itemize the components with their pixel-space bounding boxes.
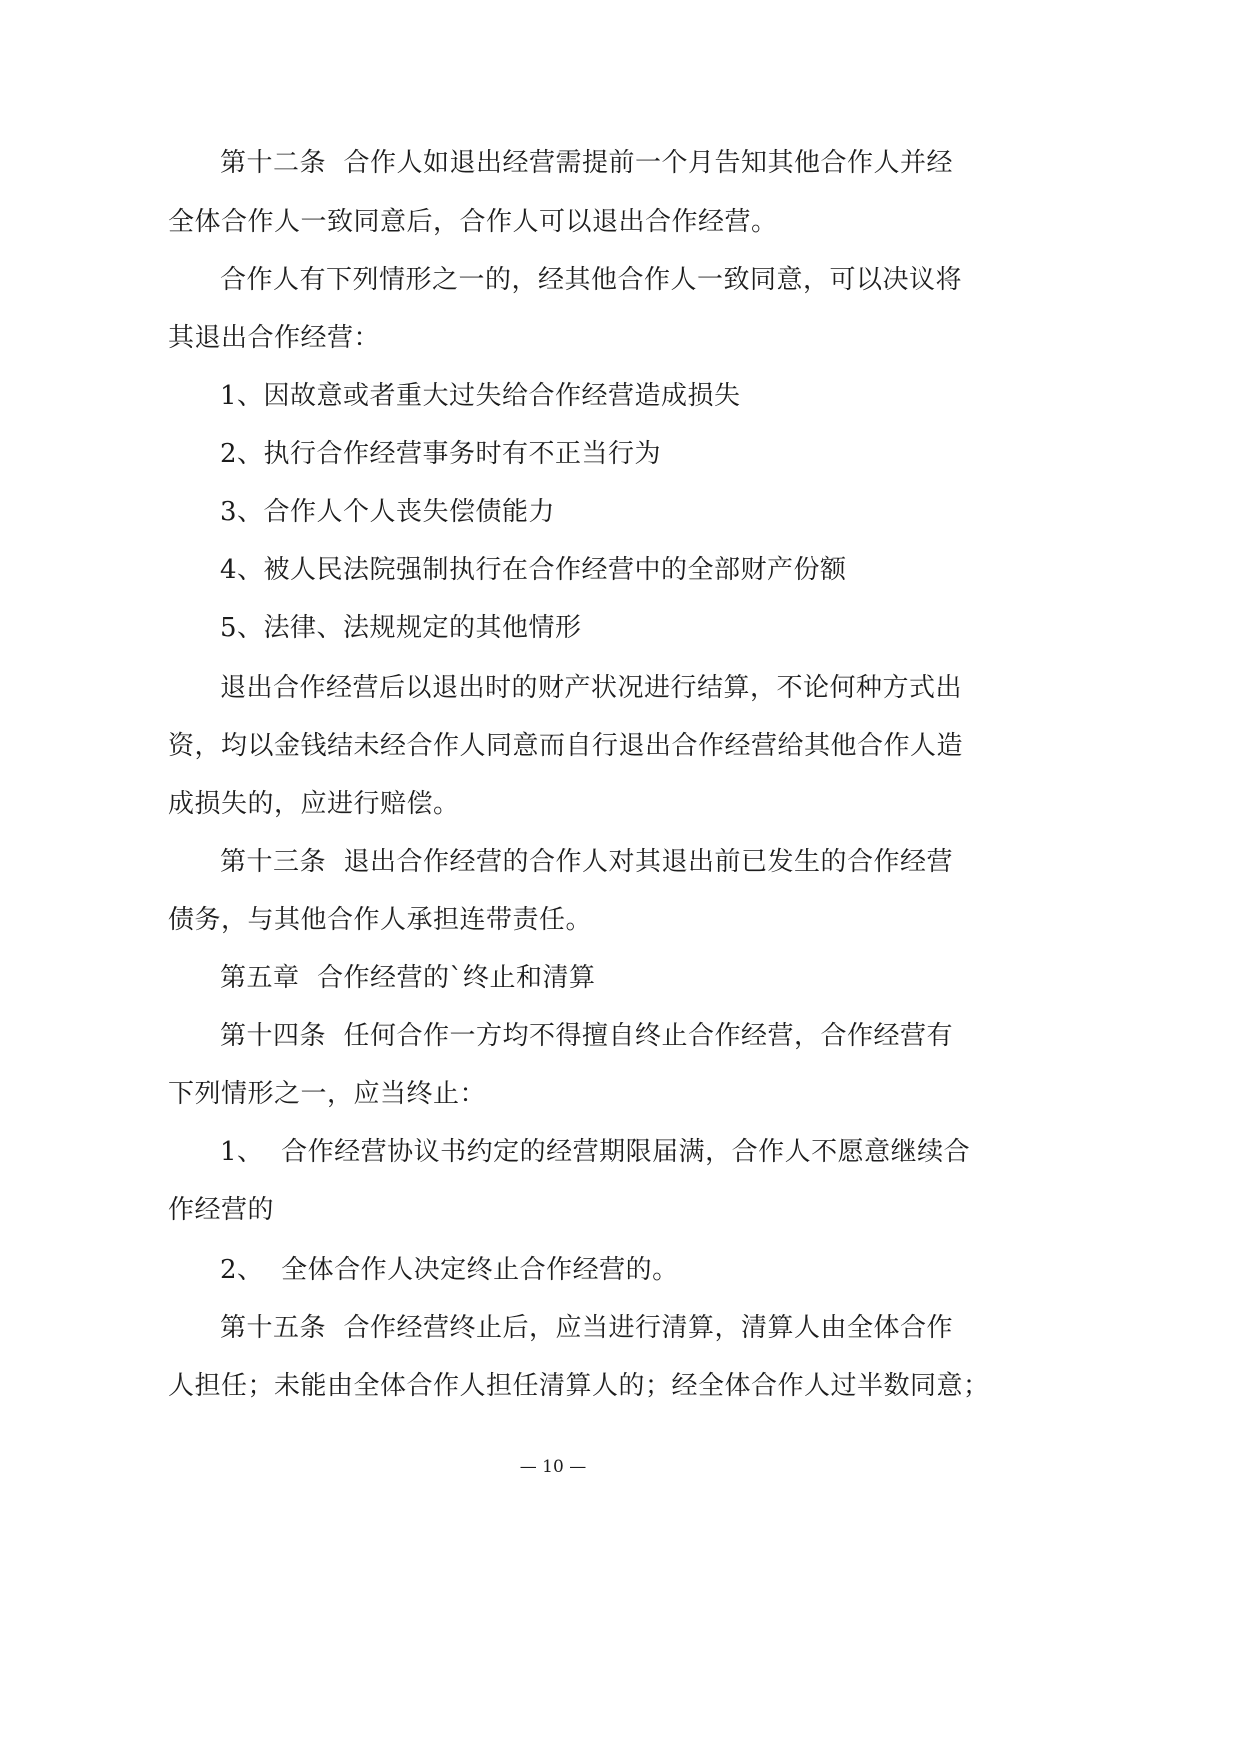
paragraph-line: 第十四条 任何合作一方均不得擅自终止合作经营，合作经营有 — [220, 1021, 954, 1051]
paragraph-line: 2、执行合作经营事务时有不正当行为 — [220, 439, 662, 469]
paragraph-line: 作经营的 — [168, 1195, 275, 1225]
paragraph-line: 2、 全体合作人决定终止合作经营的。 — [220, 1255, 679, 1285]
paragraph-line: 5、法律、法规规定的其他情形 — [220, 613, 582, 643]
paragraph-line: 成损失的，应进行赔偿。 — [168, 789, 460, 819]
paragraph-line: 第十二条 合作人如退出经营需提前一个月告知其他合作人并经 — [220, 148, 954, 178]
paragraph-line: 1、 合作经营协议书约定的经营期限届满，合作人不愿意继续合 — [220, 1137, 971, 1167]
paragraph-line: 下列情形之一，应当终止： — [168, 1079, 487, 1109]
paragraph-line: 债务，与其他合作人承担连带责任。 — [168, 905, 593, 935]
paragraph-line: 第五章 合作经营的`终止和清算 — [220, 963, 596, 993]
page-number: — 10 — — [519, 1457, 587, 1477]
paragraph-line: 资，均以金钱结未经合作人同意而自行退出合作经营给其他合作人造 — [168, 731, 964, 761]
paragraph-line: 其退出合作经营： — [168, 323, 381, 353]
paragraph-line: 1、因故意或者重大过失给合作经营造成损失 — [220, 381, 741, 411]
paragraph-line: 人担任；未能由全体合作人担任清算人的；经全体合作人过半数同意； — [168, 1371, 990, 1401]
paragraph-line: 合作人有下列情形之一的，经其他合作人一致同意，可以决议将 — [220, 265, 963, 295]
paragraph-line: 3、合作人个人丧失偿债能力 — [220, 497, 556, 527]
paragraph-line: 第十五条 合作经营终止后，应当进行清算，清算人由全体合作 — [220, 1313, 954, 1343]
paragraph-line: 4、被人民法院强制执行在合作经营中的全部财产份额 — [220, 555, 847, 585]
paragraph-line: 全体合作人一致同意后，合作人可以退出合作经营。 — [168, 207, 778, 237]
paragraph-line: 第十三条 退出合作经营的合作人对其退出前已发生的合作经营 — [220, 847, 954, 877]
paragraph-line: 退出合作经营后以退出时的财产状况进行结算，不论何种方式出 — [220, 673, 963, 703]
